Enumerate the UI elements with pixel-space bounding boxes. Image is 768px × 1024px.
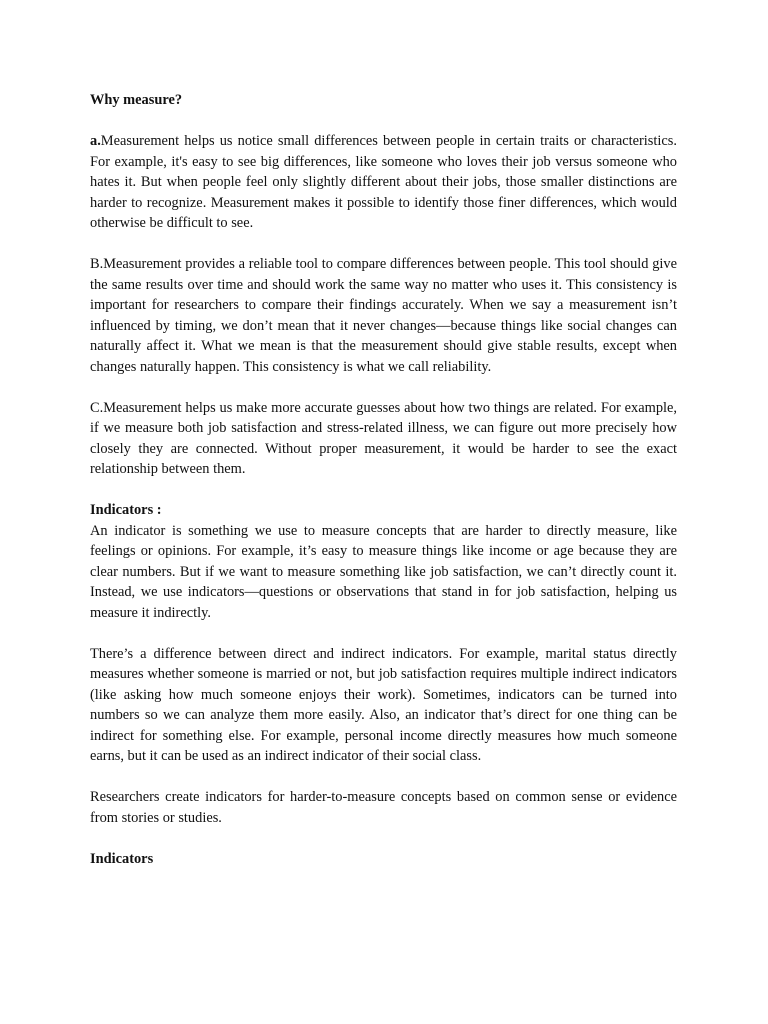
spacer xyxy=(90,623,677,644)
spacer xyxy=(90,377,677,398)
heading-indicators: Indicators : xyxy=(90,502,162,518)
spacer xyxy=(90,480,677,501)
paragraph-a xyxy=(90,131,677,234)
paragraph-b: B.Measurement provides a reliable tool to compare differences between people. This tool should give the same results over time and should work the same way no matter who uses it. This consistency is important for researchers to compare their findings accurately. When we say a measurement isn’t influenced by timing, we don’t mean that it never changes—because things like social changes can naturally affect it. What we mean is that the measurement should give stable results, except when changes naturally happen. This consistency is what we call reliability. xyxy=(90,256,677,375)
paragraph-direct-indirect: There’s a difference between direct and indirect indicators. For example, marital status directly measures whether someone is married or not, but job satisfaction requires multiple indirect indicators (like asking how much someone enjoys their work). Sometimes, indicators can be turned into numbers so we can analyze them more easily. Also, an indicator that’s direct for one thing can be indirect for something else. For example, personal income directly measures how much someone earns, but it can be used as an indirect indicator of their social class. xyxy=(90,645,677,764)
paragraph-researchers: Researchers create indicators for harder-to-measure concepts based on common sense or evidence from stories or studies. xyxy=(90,789,677,826)
paragraph-a-text: Measurement helps us notice small differences between people in certain traits or characteristics. For example, it's easy to see big differences, like someone who loves their job versus someone who hates it. But when people feel only slightly different about their jobs, those smaller distinctions are harder to recognize. Measurement makes it possible to identify those finer differences, which would otherwise be difficult to see. xyxy=(90,133,677,231)
paragraph-indicators-definition: An indicator is something we use to measure concepts that are harder to directly measure, like feelings or opinions. For example, it’s easy to measure things like income or age because they are clear numbers. But if we want to measure something like job satisfaction, we can’t directly count it. Instead, we use indicators—questions or observations that stand in for job satisfaction, helping us measure it indirectly. xyxy=(90,522,677,621)
spacer xyxy=(90,767,677,788)
spacer xyxy=(90,234,677,255)
paragraph-a-marker: a. xyxy=(90,133,101,149)
spacer xyxy=(90,828,677,849)
paragraph-c: C.Measurement helps us make more accurate guesses about how two things are related. For example, if we measure both job satisfaction and stress-related illness, we can figure out more precisely how closely they are connected. Without proper measurement, it would be harder to see the exact relationship between them. xyxy=(90,399,677,477)
heading-why-measure: Why measure? xyxy=(90,92,183,108)
heading-indicators-second: Indicators xyxy=(90,850,154,867)
document-page xyxy=(90,90,677,869)
spacer xyxy=(90,111,677,132)
